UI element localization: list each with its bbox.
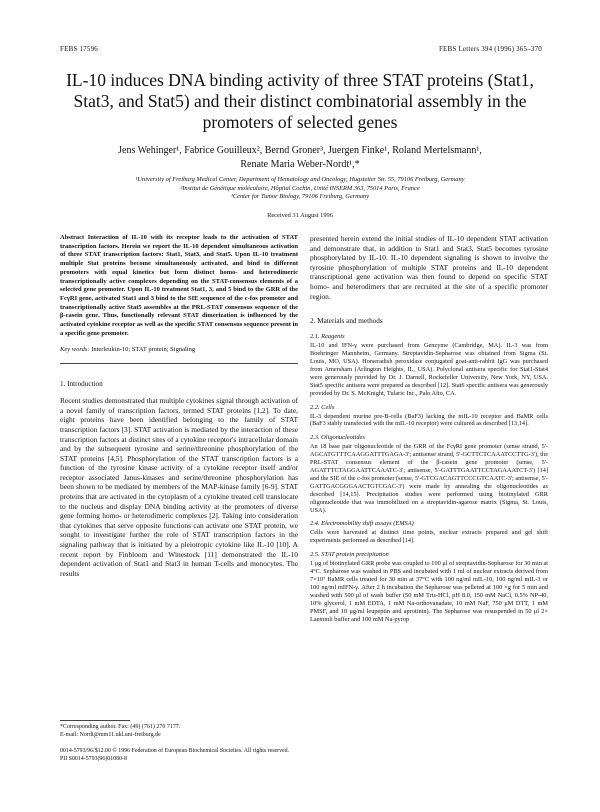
affiliations [50, 176, 550, 202]
affiliation-3: ³Center for Tumor Biology, 79106 Freiburg, Germany [230, 193, 370, 201]
oligonucleotides-heading: 2.3. Oligonucleotides [310, 434, 365, 442]
authors-line-2: Renate Maria Weber-Nordt¹,* [240, 159, 360, 170]
precipitation-heading: 2.5. STAT protein precipitation [310, 551, 389, 559]
corresponding-author: *Corresponding author. Fax: (49) (761) 270 7177. [60, 724, 181, 730]
oligonucleotides-text: An 18 base pair oligonucleotide of the GRR of the FcγRI gene promoter (sense strand, 5'-AGCATGTTTCAAGGATTTGAGA-3'; antisense strand, 5'-GCTTCTCAAATCCTTG-3'), the PRL-STAT consensus element of the β-casein gene promoter (sense, 5'-AGATTTCTAGGAATTCAAATC-3'; antisense, 5'-GATTTGAATTCCTAGAAATCT-3') [14] and the SIE of the c-fos promoter (sense, 5'-GTCGACAGTTCCCGTCAATC-3'; antisense, 5'-GATTGACGGGAACTGTCGAC-3') were made by annealing the oligonucleotides as described [14,15]. Precipitation studies were performed using biotinylated GRR oligonucleotide that was immobilized on a streptavidin-agarose matrix (Sigma, St. Louis, USA). [310, 443, 548, 514]
cells-text: IL-3 dependent murine pre-B-cells (BaF3) lacking the mIL-10 receptor and BaMR cells (BaF3 stably transfected with the mIL-10 receptor) were cultured as described [13,14]. [310, 412, 548, 428]
reagents-heading: 2.1. Reagents [310, 333, 345, 341]
right-column [310, 234, 548, 624]
footnote-divider [60, 720, 130, 721]
intro-continuation: presented herein extend the initial studies of IL-10 dependent STAT activation and demonstrate that, in addition to Stat1 and Stat3, Stat5 becomes tyrosine phosphorylated by IL-10. IL-10 dependent signaling is shown to involve the tyrosine phosphorylation of multiple STAT proteins and IL-10 dependent transcriptional gene activation was then found to depend on specific STAT homo- and heterodimers that are recruited at the site of a specific promoter region. [310, 234, 548, 301]
article-title: IL-10 induces DNA binding activity of three STAT proteins (Stat1, Stat3, and Stat5) and their distinct combinatorial assembly in the promoters of selected genes [66, 70, 534, 132]
keywords-label: Key words: [60, 346, 90, 354]
copyright-footer [60, 748, 550, 763]
abstract: Abstract Interaction of IL-10 with its receptor leads to the activation of STAT transcription factors. Herein we report the IL-10 dependent simultaneous activation of three STAT transcription factors: Stat1, Stat3, and Stat5. Upon IL-10 treatment multiple Stat proteins become simultaneously activated, and bind to different promoters with equal kinetics but form distinct homo- and heterodimeric transcriptionally active complexes depending on the STAT-consensus elements of a selected gene promoter. Upon IL-10 treatment Stat1, 3, and 5 bind to the GRR of the FcγRI gene, activated Stat1 and 3 bind to the SIE sequence of the c-fos promoter and transcriptionally active Stat5 assembles at the PRL-STAT consensus sequence of the β-casein gene. Thus, functionally relevant STAT dimerization is influenced by the activated cytokine receptor as well as the specific STAT consensus sequence present in a specific gene promoter. [60, 234, 298, 337]
section-divider [60, 363, 298, 364]
reagents-text: IL-10 and IFN-γ were purchased from Genzyme (Cambridge, MA). IL-3 was from Boehringer Mannheim, Germany. Streptavidin-Sepharose was obtained from Sigma (St. Louis, MO, USA). Horseradish peroxidase conjugated goat-anti-rabbit IgG was purchased from Amersham (Arlington Heights, IL, USA). Polyclonal antisera specific for Stat1-Stat4 were generously provided by Dr. J. Darnell, Rockefeller University, New York, NY, USA. Stat5 specific antisera were prepared as described [12]. Stat6 specific antisera was generously provided by Dr. S. McKnight, Tularic Inc., Palo Alto, CA. [310, 342, 548, 397]
left-column [60, 234, 298, 578]
emsa-text: Cells were harvested at distinct time points, nuclear extracts prepared and gel shift experiments performed as described [14]. [310, 529, 548, 545]
pii-line: PII S0014-5793(96)01080-8 [60, 755, 127, 762]
affiliation-2: ²Institut de Génétique moléculaire, Hôpital Cochin, Unité INSERM 363, 75014 Paris, France [180, 184, 420, 192]
affiliation-1: ¹University of Freiburg Medical Center, Department of Hematology and Oncology, Hugstetter Str. 55, 79106 Freiburg, Germany [135, 176, 465, 183]
keywords [60, 346, 298, 355]
introduction-text: Recent studies demonstrated that multiple cytokines signal through activation of a novel family of transcription factors, termed STAT proteins [1,2]. To date, eight proteins have been identified belonging to the family of STAT transcription factors [3]. STAT activation is mediated by the interaction of these transcription factors at distinct sites of a cytokine receptor's intracellular domain and by the subsequent tyrosine and serine/threonine phosphorylation of the STAT proteins [4,5]. Phosphorylation of the STAT transcription factors is a function of the tyrosine kinase activity of a cytokine receptor itself and/or receptor associated Janus-kinases and serine/threonine phosphorylation has been shown to be mediated by members of the MAP-kinase family [6-9]. STAT proteins that are activated in the cytoplasm of a cytokine treated cell translocate to the nucleus and display DNA binding activity at the promoters of diverse gene forming homo- or heterodimeric complexes [2]. Taking into consideration that cytokines that serve opposite functions can activate one STAT protein, we sought to investigate further the role of STAT transcription factors in the signaling pathway that is initiated by a pleiotropic cytokine like IL-10 [10]. A recent report by Finbloom and Winestock [11] demonstrated the IL-10 dependent activation of Stat1 and Stat3 in human T-cells and monocytes. The results [60, 396, 298, 578]
received-date: Received 31 August 1996 [267, 212, 333, 219]
precipitation-text: 1 μg of biotinylated GRR probe was coupled to 100 μl of streptavidin-Sepharose for 30 min at 4°C. Sepharose was washed in PBS and incubated with 1 ml of nuclear extracts derived from 7×10⁷ BaMR cells treated for 30 min at 37°C with 100 ng/ml mIL-10, 100 ng/ml mIL-3 or 100 ng/ml mIFN-γ. After 2 h incubation the Sepharose was pelleted at 100 ×g for 5 min and washed with 500 μl of wash buffer (50 mM Tris-HCl, pH 8.0, 150 mM NaCl, 0.5% NP-40, 10% glycerol, 1 mM EDTA, 1 mM Na-orthovanadate, 10 mM NaF, 750 μM DTT, 1 mM PMSF, and 10 μg/ml leupeptin and aprotinin). The Sepharose was resuspended in 50 μl 2× Laemmli buffer and 100 mM Na-pyrop [310, 560, 548, 623]
header-left: FEBS 17596 [60, 45, 98, 53]
copyright-line: 0014-5793/96/$12.00 © 1996 Federation of European Biochemical Societies. All rights reserved. [60, 748, 290, 754]
keywords-text: Interleukin-10; STAT protein; Signaling [91, 346, 196, 354]
footnote [60, 720, 298, 739]
email: E-mail: Nordt@mm11.ukl.uni-freiburg.de [60, 731, 161, 738]
emsa-heading: 2.4. Electromobility shift assays (EMSA) [310, 520, 414, 528]
methods-heading: 2. Materials and methods [310, 317, 383, 326]
author-list [50, 144, 550, 172]
introduction-heading: 1. Introduction [60, 380, 103, 389]
authors-line-1: Jens Wehinger¹, Fabrice Gouilleux², Bernd Groner³, Juergen Finke¹, Roland Mertelsmann¹, [118, 145, 482, 156]
header-right: FEBS Letters 394 (1996) 365–370 [438, 45, 542, 53]
cells-heading: 2.2. Cells [310, 403, 335, 411]
